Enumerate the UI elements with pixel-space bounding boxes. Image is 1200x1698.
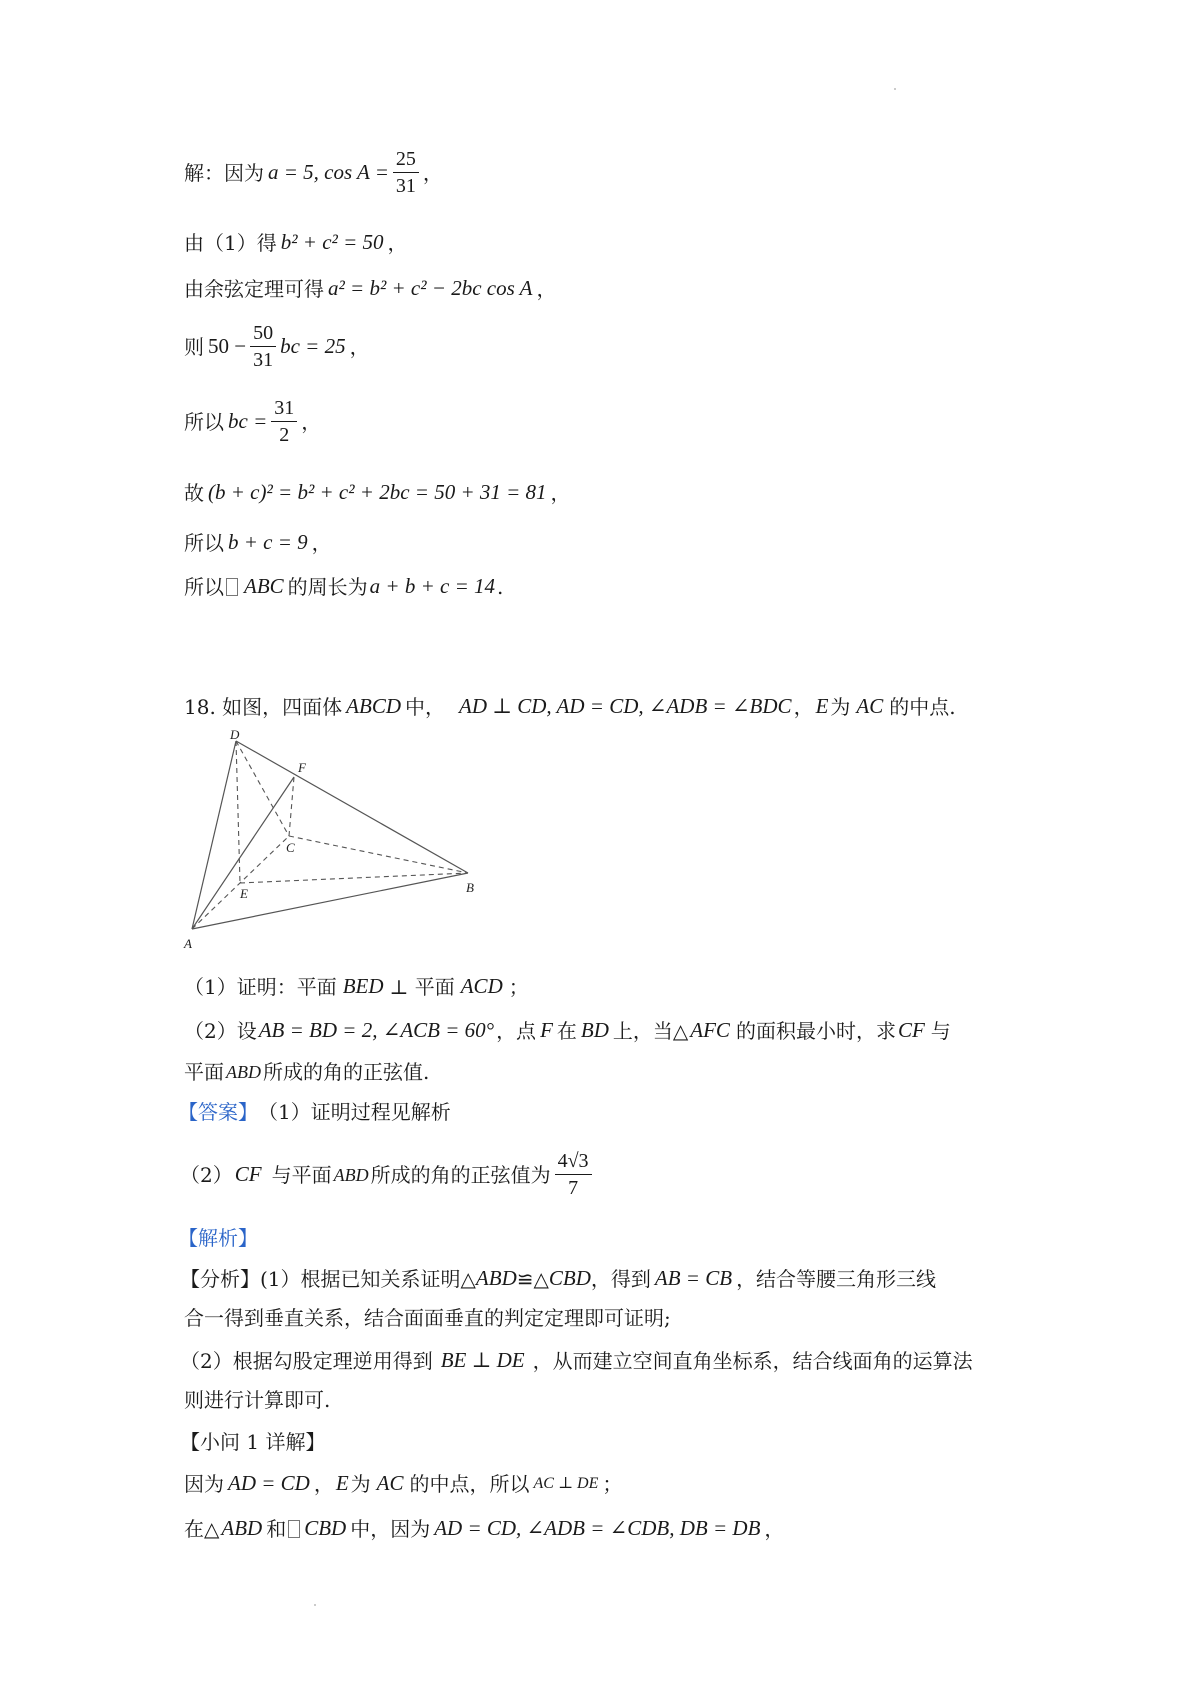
detail-line-2: 在△ ABD 和 CBD 中，因为 AD = CD, ∠ADB = ∠CDB, DB = DB ，: [184, 1516, 785, 1541]
segment-EB: [240, 873, 468, 883]
solution-line-8: 所以 ABC 的周长为 a + b + c = 14 .: [184, 574, 504, 599]
detail-line-1: 因为 AD = CD ， E 为 AC 的中点，所以 AC ⊥ DE ；: [184, 1471, 623, 1496]
segment-AF: [192, 777, 294, 929]
edge-CB: [289, 836, 468, 873]
analysis-tag: 【解析】: [178, 1226, 258, 1250]
fenxi-line-1: 【分析】(1）根据已知关系证明△ ABD ≌△ CBD ，得到 AB = CB ，结合等腰三角形三线: [180, 1266, 937, 1291]
solution-line-2: 由（1）得 b² + c² = 50 ，: [184, 230, 408, 255]
question-2-line-1: （2）设 AB = BD = 2, ∠ACB = 60° ，点 F 在 BD 上，当△ AFC 的面积最小时，求 CF 与: [184, 1018, 951, 1043]
segment-CF: [289, 777, 294, 836]
solution-line-4: 则 50 − $\frac{50}{31}$ bc = 25 ，: [184, 322, 370, 371]
page-speck: [314, 1604, 316, 1606]
answer-line-1: 【答案】 （1）证明过程见解析: [178, 1100, 451, 1124]
edge-DA: [192, 741, 236, 929]
label-C: C: [286, 840, 295, 855]
sub1-tag: 【小问 1 详解】: [180, 1430, 326, 1454]
page-speck: [894, 88, 896, 90]
problem-18-stem: 18. 如图，四面体 ABCD 中， AD ⊥ CD, AD = CD, ∠ADB = ∠BDC ， E 为 AC 的中点.: [184, 694, 956, 719]
missing-glyph-box: [288, 1520, 300, 1538]
fraction-4sqrt3-7: $\frac{4√3}{7}$: [555, 1150, 592, 1199]
label-F: F: [298, 760, 306, 775]
question-1: （1）证明：平面 BED ⊥ 平面 ACD ；: [184, 974, 529, 999]
fenxi-line-3: （2）根据勾股定理逆用得到 BE ⊥ DE ，从而建立空间直角坐标系，结合线面角的运算法: [180, 1348, 973, 1373]
fenxi-line-2: 合一得到垂直关系，结合面面垂直的判定定理即可证明;: [184, 1306, 671, 1330]
missing-glyph-box: [226, 578, 238, 596]
label-A: A: [184, 936, 192, 951]
fraction-31-2: $\frac{31}{2}$: [271, 397, 297, 446]
answer-line-2: （2） CF 与平面 ABD 所成的角的正弦值为 $\frac{4√3}{7}$: [180, 1150, 596, 1199]
fenxi-line-4: 则进行计算即可.: [184, 1388, 331, 1412]
solution-line-7: 所以 b + c = 9 ，: [184, 530, 332, 555]
tetrahedron-figure: [176, 726, 496, 961]
solution-line-6: 故 (b + c)² = b² + c² + 2bc = 50 + 31 = 81 ，: [184, 480, 571, 505]
solution-line-5: 所以 bc = $\frac{31}{2}$ ，: [184, 397, 322, 446]
edge-AB: [192, 873, 468, 929]
sub1-tag-line: [180, 1432, 325, 1452]
solution-line-1: 解：因为 a = 5, cos A = $\frac{25}{31}$ ，: [184, 148, 443, 197]
question-2-line-2: 平面 ABD 所成的角的正弦值.: [184, 1060, 430, 1084]
edge-DC: [236, 741, 289, 836]
fraction-25-31: $\frac{25}{31}$: [393, 148, 419, 197]
label-E: E: [240, 886, 248, 901]
label-D: D: [230, 727, 240, 742]
answer-tag: 【答案】: [178, 1100, 258, 1124]
solution-line-3: 由余弦定理可得 a² = b² + c² − 2bc cos A ，: [184, 276, 557, 301]
fraction-50-31: $\frac{50}{31}$: [250, 322, 276, 371]
label-B: B: [466, 880, 474, 895]
analysis-tag-line: [178, 1228, 258, 1248]
